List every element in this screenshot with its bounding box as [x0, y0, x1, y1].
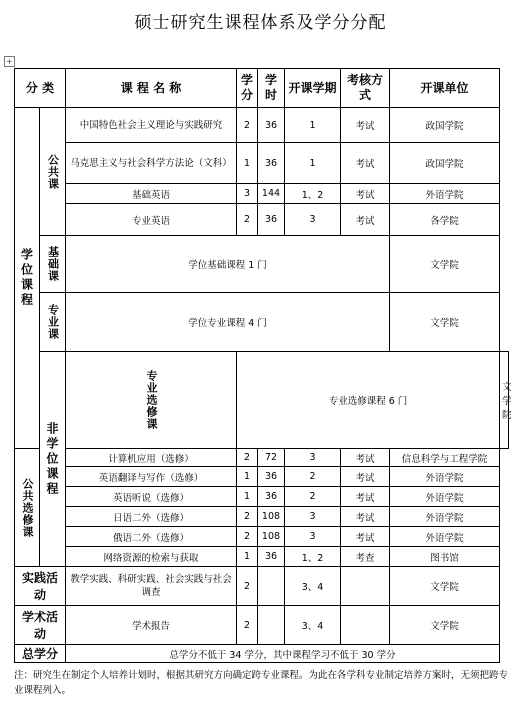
course-unit: 政国学院: [390, 108, 500, 143]
course-exam: [341, 606, 390, 645]
course-exam: 考试: [341, 487, 390, 507]
course-unit: 外语学院: [390, 467, 500, 487]
course-name: 基础英语: [66, 184, 237, 204]
course-exam: 考试: [341, 507, 390, 527]
course-credit: 2: [237, 204, 258, 236]
course-credit: 1: [237, 467, 258, 487]
course-exam: 考试: [341, 184, 390, 204]
course-hours: 36: [258, 204, 285, 236]
table-row: [15, 645, 509, 663]
course-semester: 2: [285, 467, 341, 487]
course-semester: 1: [285, 143, 341, 184]
footnote: 注：研究生在制定个人培养计划时，根据其研究方向确定跨专业课程。为此在各学科专业制定培养方案时，无须把跨专业课程列入。: [14, 670, 509, 696]
total-credits-text: 总学分不低于 34 学分，其中课程学习不低于 30 学分: [66, 645, 500, 663]
course-unit: 文学院: [390, 606, 500, 645]
course-credit: 1: [237, 487, 258, 507]
course-semester: 3、4: [285, 606, 341, 645]
course-unit: 各学院: [390, 204, 500, 236]
course-hours: 144: [258, 184, 285, 204]
course-exam: 考试: [341, 204, 390, 236]
table-row: [15, 487, 509, 507]
elective-major-text: 专业选修课程 6 门: [237, 352, 500, 449]
header-row: [15, 69, 509, 108]
course-semester: 1: [285, 108, 341, 143]
header-semester: 开课学期: [285, 69, 341, 108]
course-semester: 3: [285, 527, 341, 547]
course-semester: 3: [285, 507, 341, 527]
course-credit: 1: [237, 547, 258, 567]
course-hours: [258, 606, 285, 645]
course-credit: 2: [237, 507, 258, 527]
course-name: 中国特色社会主义理论与实践研究: [66, 108, 237, 143]
course-unit: 文学院: [500, 352, 509, 449]
course-hours: 36: [258, 143, 285, 184]
course-credit: 2: [237, 527, 258, 547]
course-credit: 3: [237, 184, 258, 204]
course-name: 计算机应用（选修）: [66, 449, 237, 467]
course-name: 网络资源的检索与获取: [66, 547, 237, 567]
group-elective-public: 公共选修课: [15, 449, 40, 567]
course-exam: 考试: [341, 143, 390, 184]
course-credit: 1: [237, 143, 258, 184]
course-unit: 信息科学与工程学院: [390, 449, 500, 467]
table-row: [15, 184, 509, 204]
course-name: 英语翻译与写作（选修）: [66, 467, 237, 487]
course-name: 教学实践、科研实践、社会实践与社会调查: [66, 567, 237, 606]
header-category: 分 类: [15, 69, 66, 108]
course-semester: 1、2: [285, 184, 341, 204]
header-unit: 开课单位: [390, 69, 500, 108]
table-row: [15, 449, 509, 467]
course-unit: 外语学院: [390, 184, 500, 204]
course-hours: 36: [258, 108, 285, 143]
course-table: [14, 68, 512, 663]
course-unit: 外语学院: [390, 527, 500, 547]
course-unit: 文学院: [390, 293, 500, 352]
course-unit: 外语学院: [390, 507, 500, 527]
group-public: 公共课: [40, 108, 66, 236]
table-row: [15, 606, 509, 645]
page-title: 硕士研究生课程体系及学分分配: [134, 13, 387, 33]
course-hours: 72: [258, 449, 285, 467]
table-row: [15, 567, 509, 606]
course-name: 学术报告: [66, 606, 237, 645]
course-hours: 36: [258, 487, 285, 507]
course-hours: [258, 567, 285, 606]
table-row: [15, 204, 509, 236]
course-name: 专业英语: [66, 204, 237, 236]
course-credit: 2: [237, 449, 258, 467]
course-name: 马克思主义与社会科学方法论（文科）: [66, 143, 237, 184]
course-hours: 108: [258, 507, 285, 527]
table-row: [15, 352, 509, 449]
group-nondegree: 非学位课程: [40, 352, 66, 567]
course-unit: 文学院: [390, 236, 500, 293]
course-exam: [341, 567, 390, 606]
course-unit: 文学院: [390, 567, 500, 606]
table-row: [15, 143, 509, 184]
major-course-text: 学位专业课程 4 门: [66, 293, 390, 352]
header-course-name: 课 程 名 称: [66, 69, 237, 108]
course-unit: 政国学院: [390, 143, 500, 184]
table-row: [15, 547, 509, 567]
course-hours: 108: [258, 527, 285, 547]
group-practice: 实践活动: [15, 567, 66, 606]
course-semester: 2: [285, 487, 341, 507]
course-exam: 考试: [341, 108, 390, 143]
course-exam: 考试: [341, 449, 390, 467]
table-row: [15, 527, 509, 547]
group-elective-major: 专业选修课: [66, 352, 237, 449]
group-academic: 学术活动: [15, 606, 66, 645]
basic-course-text: 学位基础课程 1 门: [66, 236, 390, 293]
table-row: [15, 467, 509, 487]
table-row: [15, 108, 509, 143]
header-hours: 学时: [258, 69, 285, 108]
course-name: 英语听说（选修）: [66, 487, 237, 507]
group-total: 总学分: [15, 645, 66, 663]
table-row: [15, 507, 509, 527]
group-degree: 学位课程: [15, 108, 40, 449]
table-row: [15, 236, 509, 293]
course-hours: 36: [258, 467, 285, 487]
course-credit: 2: [237, 567, 258, 606]
course-exam: 考试: [341, 527, 390, 547]
course-name: 俄语二外（选修）: [66, 527, 237, 547]
course-unit: 外语学院: [390, 487, 500, 507]
course-credit: 2: [237, 108, 258, 143]
course-semester: 3: [285, 204, 341, 236]
course-unit: 图书馆: [390, 547, 500, 567]
course-hours: 36: [258, 547, 285, 567]
course-name: 日语二外（选修）: [66, 507, 237, 527]
course-semester: 3: [285, 449, 341, 467]
header-exam: 考核方式: [341, 69, 390, 108]
group-major: 专业课: [40, 293, 66, 352]
course-semester: 1、2: [285, 547, 341, 567]
table-row: [15, 293, 509, 352]
course-exam: 考查: [341, 547, 390, 567]
course-semester: 3、4: [285, 567, 341, 606]
group-basic: 基础课: [40, 236, 66, 293]
course-credit: 2: [237, 606, 258, 645]
header-credit: 学分: [237, 69, 258, 108]
course-exam: 考试: [341, 467, 390, 487]
table-move-handle-icon[interactable]: +: [4, 56, 15, 67]
